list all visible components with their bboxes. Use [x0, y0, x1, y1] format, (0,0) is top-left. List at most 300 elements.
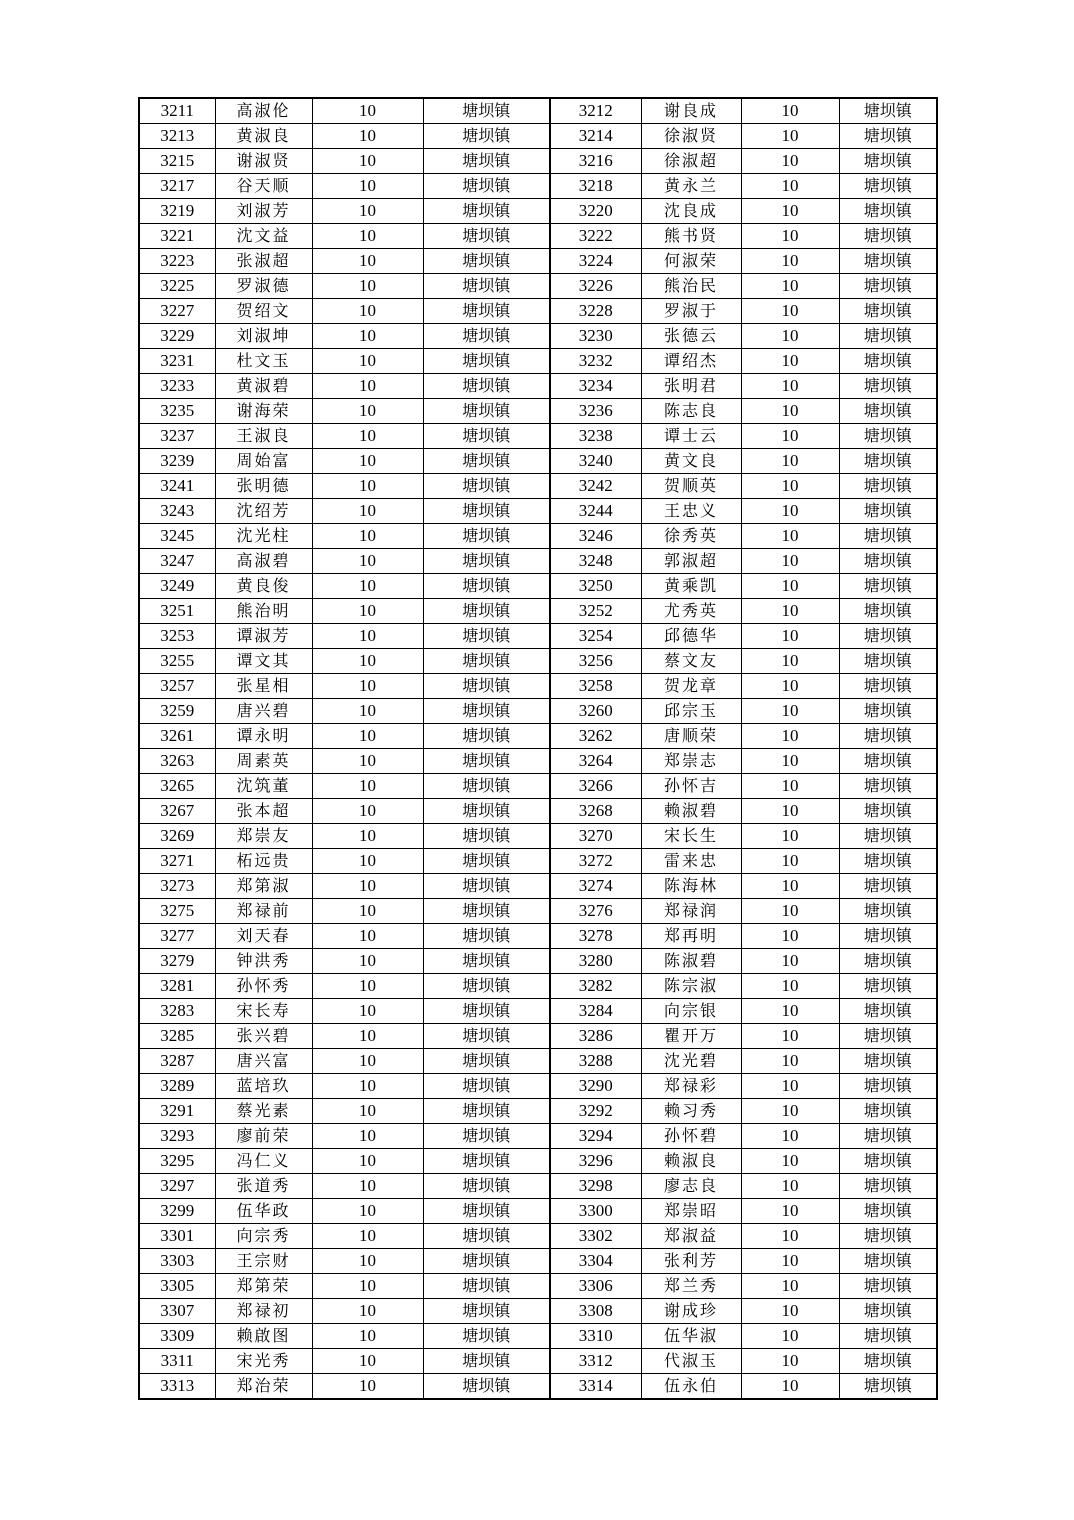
record-name-cell: 张德云	[641, 324, 741, 349]
table-body	[139, 98, 937, 1399]
record-amount-cell: 10	[741, 1199, 839, 1224]
record-amount-cell: 10	[312, 1324, 423, 1349]
record-number-cell: 3242	[550, 474, 641, 499]
record-name-cell: 贺龙章	[641, 674, 741, 699]
record-town-cell: 塘坝镇	[839, 1024, 937, 1049]
record-number-cell: 3269	[139, 824, 215, 849]
record-number-cell: 3243	[139, 499, 215, 524]
record-town-cell: 塘坝镇	[423, 449, 550, 474]
record-name-cell: 贺顺英	[641, 474, 741, 499]
record-amount-cell: 10	[312, 324, 423, 349]
record-amount-cell: 10	[741, 974, 839, 999]
record-number-cell: 3241	[139, 474, 215, 499]
record-name-cell: 熊治明	[215, 599, 312, 624]
record-name-cell: 陈志良	[641, 399, 741, 424]
record-name-cell: 伍永伯	[641, 1374, 741, 1400]
record-amount-cell: 10	[312, 849, 423, 874]
record-amount-cell: 10	[312, 499, 423, 524]
record-amount-cell: 10	[741, 1299, 839, 1324]
record-name-cell: 郑第淑	[215, 874, 312, 899]
record-town-cell: 塘坝镇	[423, 299, 550, 324]
record-town-cell: 塘坝镇	[839, 549, 937, 574]
record-number-cell: 3299	[139, 1199, 215, 1224]
record-name-cell: 沈筑董	[215, 774, 312, 799]
record-number-cell: 3229	[139, 324, 215, 349]
record-name-cell: 沈良成	[641, 199, 741, 224]
table-row	[139, 249, 937, 274]
record-town-cell: 塘坝镇	[839, 299, 937, 324]
record-amount-cell: 10	[312, 98, 423, 124]
record-number-cell: 3211	[139, 98, 215, 124]
record-number-cell: 3300	[550, 1199, 641, 1224]
record-name-cell: 罗淑于	[641, 299, 741, 324]
record-town-cell: 塘坝镇	[423, 249, 550, 274]
roster-table	[138, 97, 938, 1400]
record-number-cell: 3267	[139, 799, 215, 824]
record-name-cell: 张淑超	[215, 249, 312, 274]
record-amount-cell: 10	[312, 174, 423, 199]
record-town-cell: 塘坝镇	[839, 98, 937, 124]
record-town-cell: 塘坝镇	[839, 1249, 937, 1274]
record-town-cell: 塘坝镇	[839, 874, 937, 899]
record-number-cell: 3301	[139, 1224, 215, 1249]
record-town-cell: 塘坝镇	[423, 949, 550, 974]
record-number-cell: 3224	[550, 249, 641, 274]
record-name-cell: 黄良俊	[215, 574, 312, 599]
record-name-cell: 廖前荣	[215, 1124, 312, 1149]
table-row	[139, 349, 937, 374]
record-town-cell: 塘坝镇	[839, 199, 937, 224]
record-amount-cell: 10	[312, 774, 423, 799]
record-town-cell: 塘坝镇	[423, 1174, 550, 1199]
record-amount-cell: 10	[312, 599, 423, 624]
record-name-cell: 刘淑坤	[215, 324, 312, 349]
record-town-cell: 塘坝镇	[839, 1174, 937, 1199]
record-number-cell: 3238	[550, 424, 641, 449]
record-amount-cell: 10	[312, 1224, 423, 1249]
record-amount-cell: 10	[741, 349, 839, 374]
record-name-cell: 张明德	[215, 474, 312, 499]
record-amount-cell: 10	[312, 1249, 423, 1274]
record-name-cell: 唐兴碧	[215, 699, 312, 724]
record-name-cell: 孙怀秀	[215, 974, 312, 999]
record-number-cell: 3304	[550, 1249, 641, 1274]
record-number-cell: 3258	[550, 674, 641, 699]
record-amount-cell: 10	[741, 674, 839, 699]
record-name-cell: 赖习秀	[641, 1099, 741, 1124]
record-name-cell: 黄文良	[641, 449, 741, 474]
table-row	[139, 1074, 937, 1099]
record-number-cell: 3302	[550, 1224, 641, 1249]
record-town-cell: 塘坝镇	[423, 1349, 550, 1374]
record-number-cell: 3261	[139, 724, 215, 749]
record-town-cell: 塘坝镇	[839, 1374, 937, 1400]
record-amount-cell: 10	[741, 949, 839, 974]
record-town-cell: 塘坝镇	[423, 974, 550, 999]
record-town-cell: 塘坝镇	[839, 349, 937, 374]
record-amount-cell: 10	[741, 1349, 839, 1374]
record-name-cell: 孙怀碧	[641, 1124, 741, 1149]
table-row	[139, 799, 937, 824]
record-name-cell: 宋光秀	[215, 1349, 312, 1374]
record-name-cell: 张星相	[215, 674, 312, 699]
table-row	[139, 124, 937, 149]
record-town-cell: 塘坝镇	[423, 1149, 550, 1174]
table-row	[139, 824, 937, 849]
record-name-cell: 周始富	[215, 449, 312, 474]
record-number-cell: 3220	[550, 199, 641, 224]
record-amount-cell: 10	[741, 1074, 839, 1099]
record-number-cell: 3240	[550, 449, 641, 474]
record-town-cell: 塘坝镇	[839, 324, 937, 349]
record-amount-cell: 10	[741, 874, 839, 899]
record-amount-cell: 10	[312, 699, 423, 724]
record-name-cell: 王宗财	[215, 1249, 312, 1274]
record-town-cell: 塘坝镇	[423, 724, 550, 749]
record-name-cell: 伍华淑	[641, 1324, 741, 1349]
record-town-cell: 塘坝镇	[423, 149, 550, 174]
record-name-cell: 何淑荣	[641, 249, 741, 274]
record-name-cell: 尤秀英	[641, 599, 741, 624]
record-amount-cell: 10	[741, 924, 839, 949]
record-amount-cell: 10	[741, 399, 839, 424]
record-amount-cell: 10	[312, 899, 423, 924]
record-name-cell: 谭士云	[641, 424, 741, 449]
record-number-cell: 3265	[139, 774, 215, 799]
record-town-cell: 塘坝镇	[423, 674, 550, 699]
record-town-cell: 塘坝镇	[839, 1149, 937, 1174]
record-amount-cell: 10	[741, 1099, 839, 1124]
record-amount-cell: 10	[312, 624, 423, 649]
record-town-cell: 塘坝镇	[839, 649, 937, 674]
record-name-cell: 王淑良	[215, 424, 312, 449]
record-amount-cell: 10	[312, 1349, 423, 1374]
record-number-cell: 3278	[550, 924, 641, 949]
table-row	[139, 224, 937, 249]
record-name-cell: 钟洪秀	[215, 949, 312, 974]
record-town-cell: 塘坝镇	[839, 149, 937, 174]
record-name-cell: 沈光碧	[641, 1049, 741, 1074]
record-number-cell: 3214	[550, 124, 641, 149]
record-number-cell: 3290	[550, 1074, 641, 1099]
record-number-cell: 3260	[550, 699, 641, 724]
record-amount-cell: 10	[741, 224, 839, 249]
record-town-cell: 塘坝镇	[839, 1124, 937, 1149]
record-name-cell: 陈宗淑	[641, 974, 741, 999]
record-amount-cell: 10	[312, 749, 423, 774]
record-town-cell: 塘坝镇	[423, 1274, 550, 1299]
record-name-cell: 郑禄润	[641, 899, 741, 924]
record-town-cell: 塘坝镇	[839, 1199, 937, 1224]
table-row	[139, 1024, 937, 1049]
record-town-cell: 塘坝镇	[839, 174, 937, 199]
record-number-cell: 3286	[550, 1024, 641, 1049]
record-town-cell: 塘坝镇	[839, 124, 937, 149]
record-amount-cell: 10	[741, 274, 839, 299]
record-amount-cell: 10	[312, 1149, 423, 1174]
record-number-cell: 3233	[139, 374, 215, 399]
record-amount-cell: 10	[741, 124, 839, 149]
record-name-cell: 蔡光素	[215, 1099, 312, 1124]
table-row	[139, 1374, 937, 1400]
record-town-cell: 塘坝镇	[423, 98, 550, 124]
record-town-cell: 塘坝镇	[839, 724, 937, 749]
record-town-cell: 塘坝镇	[423, 199, 550, 224]
record-name-cell: 冯仁义	[215, 1149, 312, 1174]
record-number-cell: 3255	[139, 649, 215, 674]
record-name-cell: 郑第荣	[215, 1274, 312, 1299]
record-town-cell: 塘坝镇	[423, 1049, 550, 1074]
record-name-cell: 郑崇昭	[641, 1199, 741, 1224]
record-name-cell: 代淑玉	[641, 1349, 741, 1374]
record-town-cell: 塘坝镇	[839, 824, 937, 849]
table-row	[139, 98, 937, 124]
record-town-cell: 塘坝镇	[423, 399, 550, 424]
record-number-cell: 3237	[139, 424, 215, 449]
record-amount-cell: 10	[741, 324, 839, 349]
record-number-cell: 3256	[550, 649, 641, 674]
record-name-cell: 赖啟图	[215, 1324, 312, 1349]
table-row	[139, 899, 937, 924]
record-number-cell: 3282	[550, 974, 641, 999]
record-town-cell: 塘坝镇	[839, 424, 937, 449]
record-town-cell: 塘坝镇	[423, 824, 550, 849]
record-town-cell: 塘坝镇	[423, 924, 550, 949]
record-amount-cell: 10	[312, 249, 423, 274]
record-number-cell: 3235	[139, 399, 215, 424]
record-town-cell: 塘坝镇	[423, 1324, 550, 1349]
table-row	[139, 1099, 937, 1124]
record-number-cell: 3281	[139, 974, 215, 999]
record-name-cell: 高淑伦	[215, 98, 312, 124]
record-name-cell: 赖淑良	[641, 1149, 741, 1174]
record-town-cell: 塘坝镇	[423, 799, 550, 824]
record-town-cell: 塘坝镇	[839, 1324, 937, 1349]
record-name-cell: 罗淑德	[215, 274, 312, 299]
record-amount-cell: 10	[312, 1049, 423, 1074]
table-row	[139, 549, 937, 574]
record-number-cell: 3310	[550, 1324, 641, 1349]
table-row	[139, 474, 937, 499]
record-amount-cell: 10	[312, 1199, 423, 1224]
record-amount-cell: 10	[312, 199, 423, 224]
record-amount-cell: 10	[312, 724, 423, 749]
record-town-cell: 塘坝镇	[839, 224, 937, 249]
record-number-cell: 3215	[139, 149, 215, 174]
record-name-cell: 蓝培玖	[215, 1074, 312, 1099]
record-number-cell: 3314	[550, 1374, 641, 1400]
record-town-cell: 塘坝镇	[423, 524, 550, 549]
record-name-cell: 孙怀吉	[641, 774, 741, 799]
record-number-cell: 3234	[550, 374, 641, 399]
record-amount-cell: 10	[741, 799, 839, 824]
record-amount-cell: 10	[741, 1249, 839, 1274]
record-amount-cell: 10	[741, 574, 839, 599]
record-town-cell: 塘坝镇	[839, 899, 937, 924]
record-name-cell: 唐顺荣	[641, 724, 741, 749]
record-town-cell: 塘坝镇	[839, 449, 937, 474]
table-row	[139, 499, 937, 524]
record-name-cell: 邱宗玉	[641, 699, 741, 724]
record-number-cell: 3275	[139, 899, 215, 924]
record-number-cell: 3248	[550, 549, 641, 574]
record-amount-cell: 10	[312, 399, 423, 424]
record-number-cell: 3216	[550, 149, 641, 174]
record-number-cell: 3291	[139, 1099, 215, 1124]
record-name-cell: 郑崇志	[641, 749, 741, 774]
record-amount-cell: 10	[741, 1274, 839, 1299]
record-amount-cell: 10	[741, 1024, 839, 1049]
table-row	[139, 274, 937, 299]
table-row	[139, 674, 937, 699]
record-name-cell: 郑禄彩	[641, 1074, 741, 1099]
record-number-cell: 3226	[550, 274, 641, 299]
record-amount-cell: 10	[312, 274, 423, 299]
record-town-cell: 塘坝镇	[839, 1074, 937, 1099]
record-number-cell: 3246	[550, 524, 641, 549]
table-row	[139, 1049, 937, 1074]
table-row	[139, 999, 937, 1024]
record-town-cell: 塘坝镇	[839, 749, 937, 774]
table-row	[139, 874, 937, 899]
record-town-cell: 塘坝镇	[423, 999, 550, 1024]
table-row	[139, 524, 937, 549]
record-number-cell: 3273	[139, 874, 215, 899]
record-number-cell: 3221	[139, 224, 215, 249]
record-town-cell: 塘坝镇	[839, 524, 937, 549]
table-row	[139, 324, 937, 349]
record-number-cell: 3251	[139, 599, 215, 624]
record-name-cell: 宋长生	[641, 824, 741, 849]
record-number-cell: 3213	[139, 124, 215, 149]
record-amount-cell: 10	[741, 649, 839, 674]
record-town-cell: 塘坝镇	[423, 1299, 550, 1324]
record-amount-cell: 10	[312, 674, 423, 699]
record-town-cell: 塘坝镇	[423, 174, 550, 199]
record-number-cell: 3268	[550, 799, 641, 824]
table-row	[139, 174, 937, 199]
record-town-cell: 塘坝镇	[839, 474, 937, 499]
record-number-cell: 3279	[139, 949, 215, 974]
record-number-cell: 3271	[139, 849, 215, 874]
record-amount-cell: 10	[312, 1274, 423, 1299]
record-number-cell: 3297	[139, 1174, 215, 1199]
record-number-cell: 3239	[139, 449, 215, 474]
record-name-cell: 徐淑贤	[641, 124, 741, 149]
record-amount-cell: 10	[312, 474, 423, 499]
record-number-cell: 3254	[550, 624, 641, 649]
table-row	[139, 574, 937, 599]
record-name-cell: 瞿开万	[641, 1024, 741, 1049]
record-town-cell: 塘坝镇	[839, 249, 937, 274]
record-amount-cell: 10	[741, 1374, 839, 1400]
table-row	[139, 299, 937, 324]
record-town-cell: 塘坝镇	[423, 874, 550, 899]
record-name-cell: 谭文其	[215, 649, 312, 674]
record-number-cell: 3276	[550, 899, 641, 924]
record-amount-cell: 10	[741, 724, 839, 749]
record-name-cell: 张本超	[215, 799, 312, 824]
record-number-cell: 3306	[550, 1274, 641, 1299]
record-number-cell: 3236	[550, 399, 641, 424]
record-number-cell: 3225	[139, 274, 215, 299]
record-name-cell: 郑禄前	[215, 899, 312, 924]
record-name-cell: 徐淑超	[641, 149, 741, 174]
table-row	[139, 1199, 937, 1224]
record-number-cell: 3305	[139, 1274, 215, 1299]
record-town-cell: 塘坝镇	[423, 1074, 550, 1099]
record-number-cell: 3232	[550, 349, 641, 374]
record-amount-cell: 10	[741, 174, 839, 199]
record-name-cell: 张道秀	[215, 1174, 312, 1199]
record-name-cell: 陈淑碧	[641, 949, 741, 974]
record-amount-cell: 10	[312, 874, 423, 899]
record-number-cell: 3252	[550, 599, 641, 624]
record-amount-cell: 10	[312, 924, 423, 949]
record-town-cell: 塘坝镇	[839, 674, 937, 699]
record-name-cell: 郑崇友	[215, 824, 312, 849]
record-town-cell: 塘坝镇	[423, 474, 550, 499]
record-amount-cell: 10	[741, 98, 839, 124]
record-name-cell: 贺绍文	[215, 299, 312, 324]
record-name-cell: 陈海林	[641, 874, 741, 899]
table-row	[139, 424, 937, 449]
record-town-cell: 塘坝镇	[423, 274, 550, 299]
record-amount-cell: 10	[741, 624, 839, 649]
record-number-cell: 3218	[550, 174, 641, 199]
record-name-cell: 宋长寿	[215, 999, 312, 1024]
record-name-cell: 熊治民	[641, 274, 741, 299]
record-name-cell: 向宗银	[641, 999, 741, 1024]
table-row	[139, 1249, 937, 1274]
record-town-cell: 塘坝镇	[423, 749, 550, 774]
record-amount-cell: 10	[312, 1024, 423, 1049]
table-row	[139, 624, 937, 649]
record-name-cell: 谷天顺	[215, 174, 312, 199]
record-amount-cell: 10	[741, 1224, 839, 1249]
record-amount-cell: 10	[741, 549, 839, 574]
record-town-cell: 塘坝镇	[423, 324, 550, 349]
record-town-cell: 塘坝镇	[423, 774, 550, 799]
record-name-cell: 谭永明	[215, 724, 312, 749]
record-name-cell: 徐秀英	[641, 524, 741, 549]
record-number-cell: 3249	[139, 574, 215, 599]
record-number-cell: 3312	[550, 1349, 641, 1374]
record-name-cell: 杜文玉	[215, 349, 312, 374]
record-number-cell: 3245	[139, 524, 215, 549]
record-amount-cell: 10	[312, 424, 423, 449]
record-amount-cell: 10	[312, 799, 423, 824]
record-number-cell: 3285	[139, 1024, 215, 1049]
record-amount-cell: 10	[312, 549, 423, 574]
record-name-cell: 刘淑芳	[215, 199, 312, 224]
table-row	[139, 774, 937, 799]
record-amount-cell: 10	[312, 449, 423, 474]
record-amount-cell: 10	[741, 1324, 839, 1349]
record-number-cell: 3231	[139, 349, 215, 374]
record-amount-cell: 10	[741, 849, 839, 874]
record-number-cell: 3283	[139, 999, 215, 1024]
record-amount-cell: 10	[312, 149, 423, 174]
record-town-cell: 塘坝镇	[839, 374, 937, 399]
record-town-cell: 塘坝镇	[423, 699, 550, 724]
record-number-cell: 3298	[550, 1174, 641, 1199]
record-town-cell: 塘坝镇	[839, 624, 937, 649]
record-name-cell: 高淑碧	[215, 549, 312, 574]
record-number-cell: 3313	[139, 1374, 215, 1400]
record-amount-cell: 10	[312, 999, 423, 1024]
record-town-cell: 塘坝镇	[423, 624, 550, 649]
